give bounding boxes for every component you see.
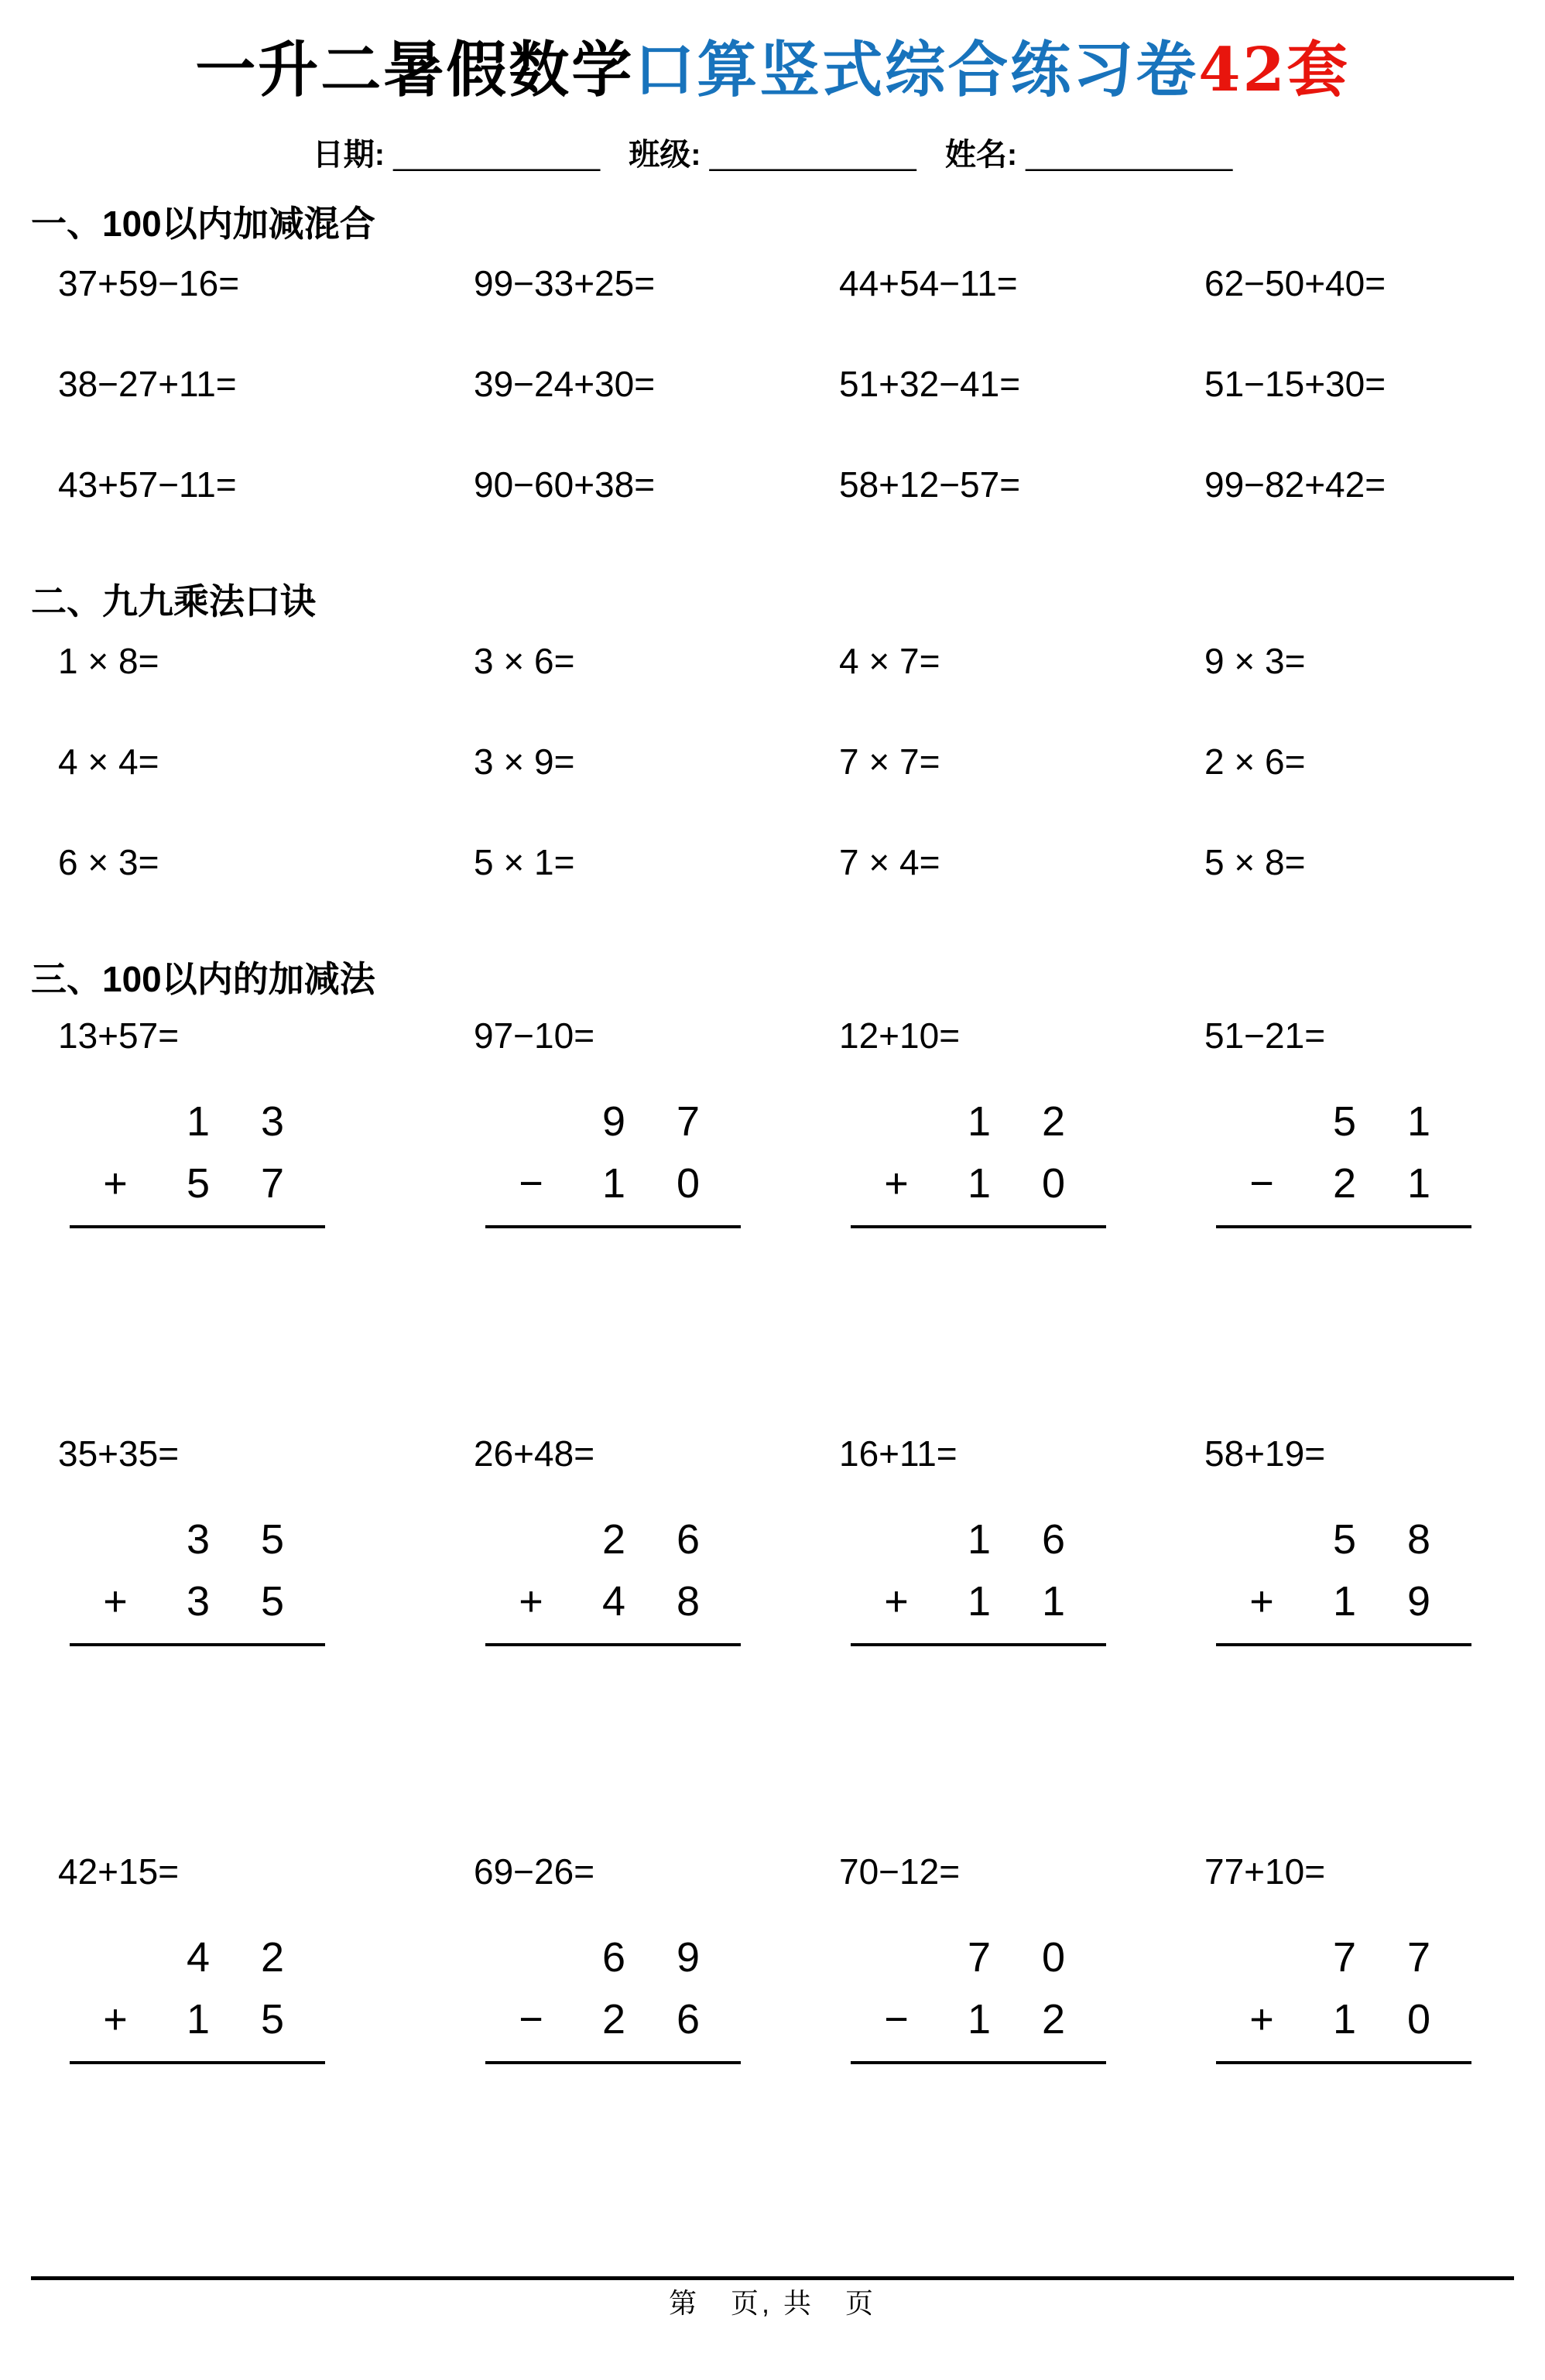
problem: 5 × 1=: [474, 841, 575, 882]
vp-digit: 7: [967, 1933, 992, 1981]
vp-operator: +: [1249, 1995, 1274, 2043]
vp-operator-space: [1216, 1926, 1307, 1988]
vp-bottom-row: [485, 1988, 741, 2050]
answer-line: [485, 1643, 741, 1646]
vp-digit: 1: [601, 1159, 626, 1207]
vp-bottom-row: [851, 1570, 1106, 1632]
problem: 2 × 6=: [1204, 741, 1306, 782]
name-label: 姓名:: [944, 137, 1018, 172]
vertical-problem: [839, 1434, 1204, 1646]
answer-line: [485, 1225, 741, 1228]
vertical-problem: [1204, 1016, 1544, 1228]
problem: 7 × 7=: [839, 741, 940, 782]
vp-digit: 9: [601, 1098, 626, 1145]
vp-operator: −: [884, 1995, 909, 2043]
vp-digit: 2: [601, 1515, 626, 1563]
vp-digit: 5: [1332, 1515, 1357, 1563]
problem-label: 12+10=: [839, 1015, 961, 1056]
problem-label: 42+15=: [58, 1851, 180, 1892]
vp-digit: 9: [676, 1933, 701, 1981]
vp-digit: 7: [1332, 1933, 1357, 1981]
section-3-problems: [0, 1016, 1545, 2064]
vp-operator-space: [70, 1508, 161, 1570]
answer-line: [851, 1225, 1106, 1228]
problem: 5 × 8=: [1204, 841, 1306, 882]
answer-line: [1216, 2061, 1471, 2064]
vp-digit: 2: [260, 1933, 285, 1981]
vp-top-row: [851, 1926, 1106, 1988]
vp-digit: 1: [967, 1577, 992, 1625]
vp-digit: 1: [1406, 1098, 1431, 1145]
vertical-layout: [70, 1508, 325, 1646]
vp-top-row: [485, 1091, 741, 1152]
answer-line: [485, 2061, 741, 2064]
section-1-heading: 一、100以内加减混合: [31, 203, 375, 244]
vp-digit: 4: [601, 1577, 626, 1625]
problem-row: [58, 465, 1545, 504]
vp-digit: 7: [1406, 1933, 1431, 1981]
problem-label: 69−26=: [474, 1851, 595, 1892]
vp-digit: 2: [1041, 1995, 1066, 2043]
problem: 51+32−41=: [839, 363, 1021, 404]
vp-digit: 5: [186, 1159, 211, 1207]
vp-top-row: [1216, 1926, 1471, 1988]
problem: 39−24+30=: [474, 363, 656, 404]
problem: 4 × 4=: [58, 741, 159, 782]
problem-row: [58, 742, 1545, 781]
vertical-layout: [485, 1926, 741, 2064]
vp-digit: 1: [186, 1098, 211, 1145]
vp-digit: 6: [601, 1933, 626, 1981]
vp-operator: −: [519, 1995, 543, 2043]
answer-line: [70, 1225, 325, 1228]
vertical-problem: [58, 1434, 474, 1646]
class-label: 班级:: [629, 137, 701, 172]
answer-line: [70, 2061, 325, 2064]
vertical-problem-row: [58, 1852, 1545, 2064]
vp-bottom-row: [1216, 1570, 1471, 1632]
vp-digit: 1: [1332, 1995, 1357, 2043]
footer-divider: [31, 2276, 1514, 2280]
date-blank: ____________: [393, 137, 601, 172]
vp-top-row: [851, 1508, 1106, 1570]
problem-row: [58, 365, 1545, 403]
problem-label: 35+35=: [58, 1433, 180, 1474]
vp-digit: 6: [1041, 1515, 1066, 1563]
vp-top-row: [485, 1508, 741, 1570]
vertical-problem: [58, 1852, 474, 2064]
vp-digit: 6: [676, 1995, 701, 2043]
problem-label: 97−10=: [474, 1015, 595, 1056]
vp-operator: −: [1249, 1159, 1274, 1207]
problem: 9 × 3=: [1204, 640, 1306, 681]
problem: 37+59−16=: [58, 262, 240, 303]
vp-digit: 5: [260, 1515, 285, 1563]
vp-bottom-row: [851, 1988, 1106, 2050]
answer-line: [70, 1643, 325, 1646]
vp-bottom-row: [485, 1570, 741, 1632]
class-blank: ____________: [709, 137, 916, 172]
problem-label: 77+10=: [1204, 1851, 1326, 1892]
vp-operator-space: [485, 1508, 577, 1570]
vp-digit: 6: [676, 1515, 701, 1563]
vp-operator: +: [884, 1577, 909, 1625]
vp-digit: 7: [676, 1098, 701, 1145]
answer-line: [851, 1643, 1106, 1646]
vp-digit: 1: [1332, 1577, 1357, 1625]
title-part-red: 42套: [1198, 35, 1350, 105]
vp-operator-space: [485, 1091, 577, 1152]
vp-operator-space: [851, 1091, 942, 1152]
date-label: 日期:: [312, 137, 385, 172]
title-part-black: 一升二暑假数学: [195, 35, 635, 105]
problem: 99−33+25=: [474, 262, 656, 303]
vp-bottom-row: [70, 1152, 325, 1214]
vertical-problem: [839, 1852, 1204, 2064]
vp-operator-space: [851, 1508, 942, 1570]
vp-digit: 7: [260, 1159, 285, 1207]
problem-label: 26+48=: [474, 1433, 595, 1474]
vp-digit: 0: [676, 1159, 701, 1207]
problem-label: 16+11=: [839, 1433, 957, 1474]
vp-operator: −: [519, 1159, 543, 1207]
vertical-problem: [474, 1016, 839, 1228]
vp-digit: 1: [1406, 1159, 1431, 1207]
name-blank: ____________: [1026, 137, 1233, 172]
vp-digit: 8: [1406, 1515, 1431, 1563]
vp-operator: +: [1249, 1577, 1274, 1625]
vp-operator-space: [70, 1091, 161, 1152]
vertical-problem: [474, 1852, 839, 2064]
vp-bottom-row: [1216, 1988, 1471, 2050]
vp-operator-space: [851, 1926, 942, 1988]
page-footer-text: 第 页, 共 页: [668, 2287, 876, 2319]
vertical-layout: [851, 1508, 1106, 1646]
vp-digit: 3: [186, 1577, 211, 1625]
problem: 99−82+42=: [1204, 464, 1386, 505]
info-line: [0, 130, 1545, 174]
section-1-problems: [0, 264, 1545, 504]
vp-operator-space: [70, 1926, 161, 1988]
vp-bottom-row: [485, 1152, 741, 1214]
problem: 6 × 3=: [58, 841, 159, 882]
vp-digit: 8: [676, 1577, 701, 1625]
problem-label: 51−21=: [1204, 1015, 1326, 1056]
vp-top-row: [70, 1508, 325, 1570]
vp-digit: 0: [1041, 1159, 1066, 1207]
vp-digit: 5: [260, 1995, 285, 2043]
vp-digit: 2: [1041, 1098, 1066, 1145]
problem: 90−60+38=: [474, 464, 656, 505]
problem: 51−15+30=: [1204, 363, 1386, 404]
problem: 38−27+11=: [58, 363, 237, 404]
problem-row: [58, 264, 1545, 303]
vp-digit: 5: [260, 1577, 285, 1625]
problem: 3 × 9=: [474, 741, 575, 782]
vp-digit: 1: [967, 1159, 992, 1207]
problem-label: 70−12=: [839, 1851, 961, 1892]
vp-top-row: [70, 1926, 325, 1988]
vp-operator-space: [485, 1926, 577, 1988]
vp-top-row: [1216, 1091, 1471, 1152]
vertical-problem: [474, 1434, 839, 1646]
vp-operator: +: [884, 1159, 909, 1207]
vp-digit: 4: [186, 1933, 211, 1981]
problem: 7 × 4=: [839, 841, 940, 882]
title-part-blue: 口算竖式综合练习卷: [634, 35, 1199, 105]
section-2-problems: [0, 642, 1545, 882]
vp-digit: 1: [967, 1995, 992, 2043]
vp-digit: 1: [967, 1098, 992, 1145]
vertical-problem: [1204, 1434, 1544, 1646]
vp-digit: 3: [186, 1515, 211, 1563]
vp-operator: +: [103, 1577, 128, 1625]
vp-digit: 2: [601, 1995, 626, 2043]
vertical-problem: [1204, 1852, 1544, 2064]
problem-row: [58, 642, 1545, 680]
vertical-problem-row: [58, 1434, 1545, 1852]
vp-digit: 9: [1406, 1577, 1431, 1625]
vertical-layout: [1216, 1091, 1471, 1228]
answer-line: [1216, 1643, 1471, 1646]
vp-bottom-row: [851, 1152, 1106, 1214]
vp-digit: 5: [1332, 1098, 1357, 1145]
problem: 44+54−11=: [839, 262, 1018, 303]
vp-top-row: [485, 1926, 741, 1988]
vp-digit: 0: [1041, 1933, 1066, 1981]
vp-bottom-row: [70, 1988, 325, 2050]
vertical-layout: [485, 1091, 741, 1228]
problem: 1 × 8=: [58, 640, 159, 681]
vertical-layout: [851, 1926, 1106, 2064]
problem: 3 × 6=: [474, 640, 575, 681]
vp-operator: +: [103, 1159, 128, 1207]
vp-top-row: [1216, 1508, 1471, 1570]
problem-label: 13+57=: [58, 1015, 180, 1056]
section-3-heading: 三、100以内的加减法: [31, 958, 375, 999]
vp-digit: 1: [1041, 1577, 1066, 1625]
vp-top-row: [851, 1091, 1106, 1152]
vertical-layout: [851, 1091, 1106, 1228]
vp-operator-space: [1216, 1508, 1307, 1570]
vp-digit: 1: [186, 1995, 211, 2043]
problem: 4 × 7=: [839, 640, 940, 681]
problem: 58+12−57=: [839, 464, 1021, 505]
vp-digit: 0: [1406, 1995, 1431, 2043]
vp-digit: 1: [967, 1515, 992, 1563]
problem-label: 58+19=: [1204, 1433, 1326, 1474]
vertical-problem: [58, 1016, 474, 1228]
vertical-layout: [70, 1091, 325, 1228]
vp-digit: 2: [1332, 1159, 1357, 1207]
problem-row: [58, 843, 1545, 882]
vp-operator-space: [1216, 1091, 1307, 1152]
vertical-layout: [1216, 1508, 1471, 1646]
answer-line: [851, 2061, 1106, 2064]
vertical-problem: [839, 1016, 1204, 1228]
vertical-layout: [485, 1508, 741, 1646]
vp-bottom-row: [1216, 1152, 1471, 1214]
problem: 43+57−11=: [58, 464, 237, 505]
vp-bottom-row: [70, 1570, 325, 1632]
section-2-heading: 二、九九乘法口诀: [31, 580, 316, 622]
vp-operator: +: [519, 1577, 543, 1625]
vertical-layout: [1216, 1926, 1471, 2064]
vp-operator: +: [103, 1995, 128, 2043]
vp-top-row: [70, 1091, 325, 1152]
vertical-layout: [70, 1926, 325, 2064]
answer-line: [1216, 1225, 1471, 1228]
problem: 62−50+40=: [1204, 262, 1386, 303]
vp-digit: 3: [260, 1098, 285, 1145]
page-title: [0, 0, 1545, 107]
vertical-problem-row: [58, 1016, 1545, 1434]
